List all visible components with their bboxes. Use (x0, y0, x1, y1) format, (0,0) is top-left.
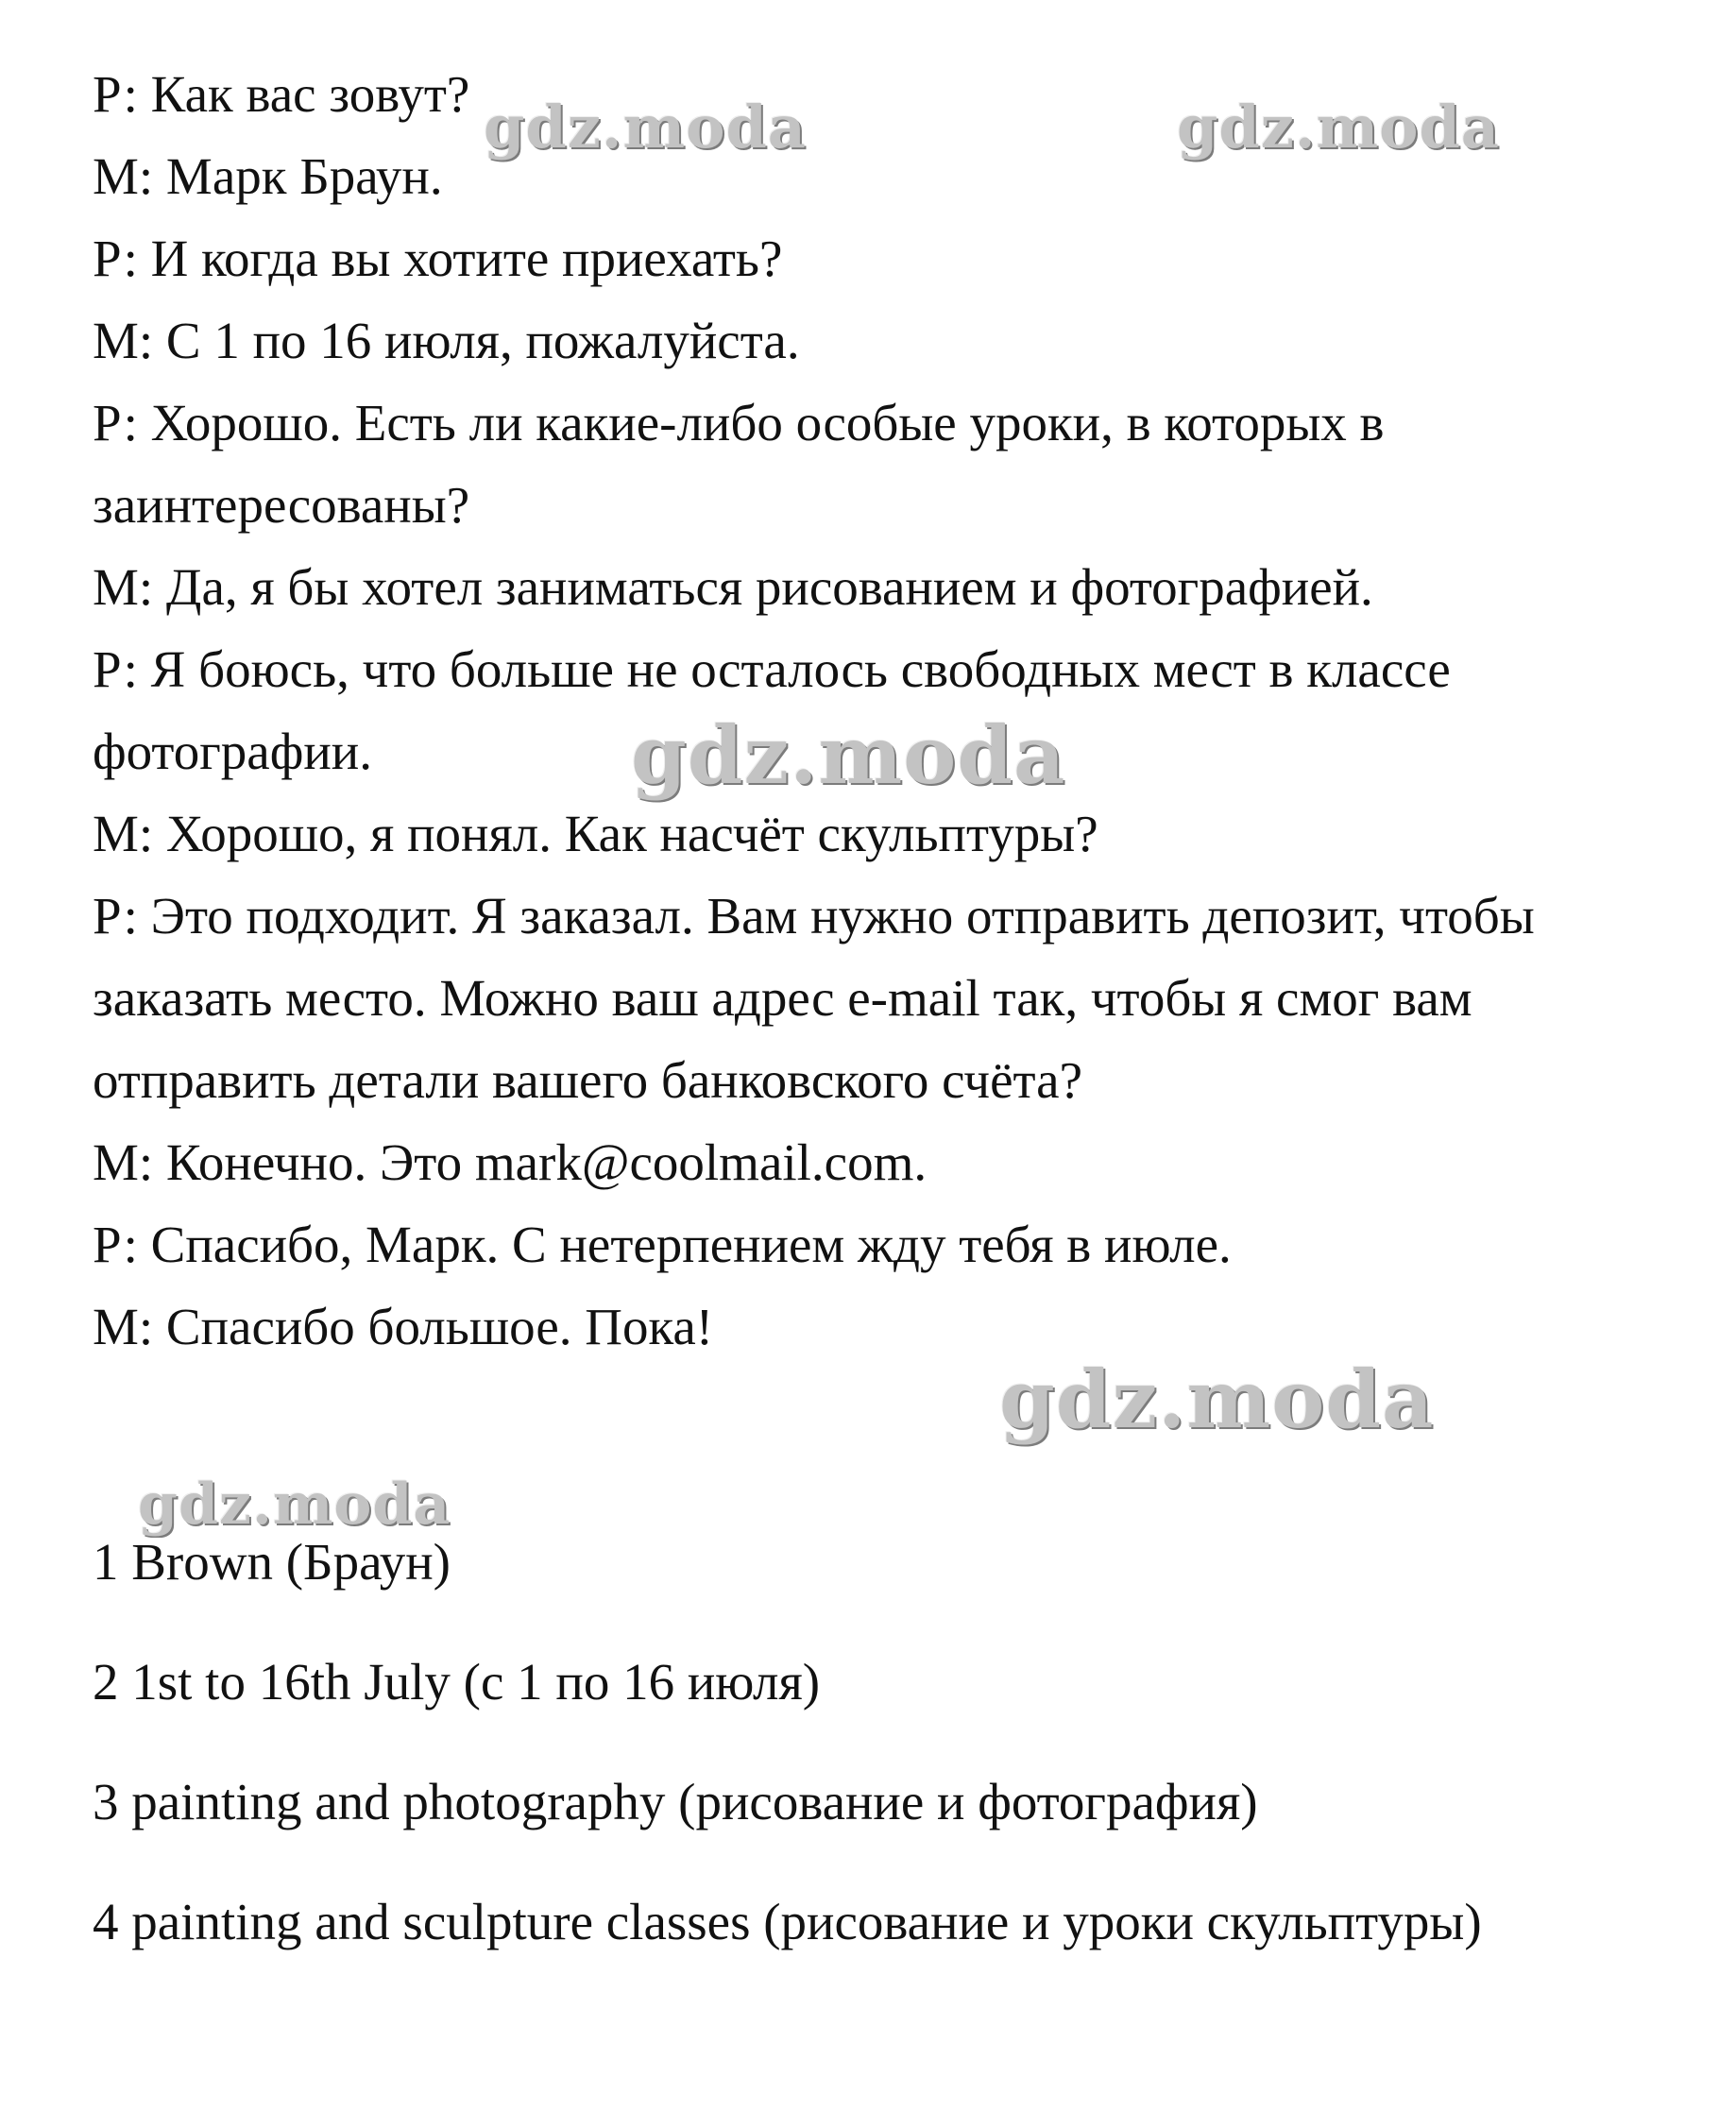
answer-item: 4 painting and sculpture classes (рисование и уроки скульптуры) (93, 1893, 1482, 1950)
dialogue-line: Р: Хорошо. Есть ли какие-либо особые уроки, в которых в заинтересованы? (93, 394, 1385, 534)
watermark: gdz.moda (1177, 93, 1500, 162)
watermark: gdz.moda (631, 708, 1066, 802)
dialogue-line: М: Да, я бы хотел заниматься рисованием и фотографией. (93, 558, 1373, 616)
dialogue-line: Р: И когда вы хотите приехать? (93, 230, 783, 287)
dialogue-line: М: С 1 по 16 июля, пожалуйста. (93, 312, 800, 369)
answer-item: 2 1st to 16th July (с 1 по 16 июля) (93, 1653, 821, 1711)
dialogue-line: Р: Как вас зовут? (93, 65, 470, 123)
dialogue-line: М: Спасибо большое. Пока! (93, 1298, 714, 1355)
watermark: gdz.moda (138, 1472, 451, 1538)
answer-item: 1 Brown (Браун) (93, 1533, 451, 1591)
watermark: gdz.moda (999, 1353, 1435, 1446)
dialogue-line: М: Конечно. Это mark@coolmail.com. (93, 1133, 928, 1191)
dialogue-line: М: Хорошо, я понял. Как насчёт скульптуры? (93, 805, 1098, 862)
dialogue-line: Р: Спасибо, Марк. С нетерпением жду тебя в июле. (93, 1216, 1232, 1273)
dialogue-line: Р: Это подходит. Я заказал. Вам нужно отправить депозит, чтобы заказать место. Можно ваш адрес e-mail так, чтобы я смог вам отправить детали вашего банковского счёта? (93, 887, 1535, 1109)
answer-item: 3 painting and photography (рисование и фотография) (93, 1773, 1258, 1830)
watermark: gdz.moda (484, 93, 807, 162)
answers-list (93, 1521, 1698, 2000)
dialogue-line: М: Марк Браун. (93, 147, 443, 205)
dialogue-line: Р: Я боюсь, что больше не осталось свободных мест в классе фотографии. (93, 640, 1451, 780)
